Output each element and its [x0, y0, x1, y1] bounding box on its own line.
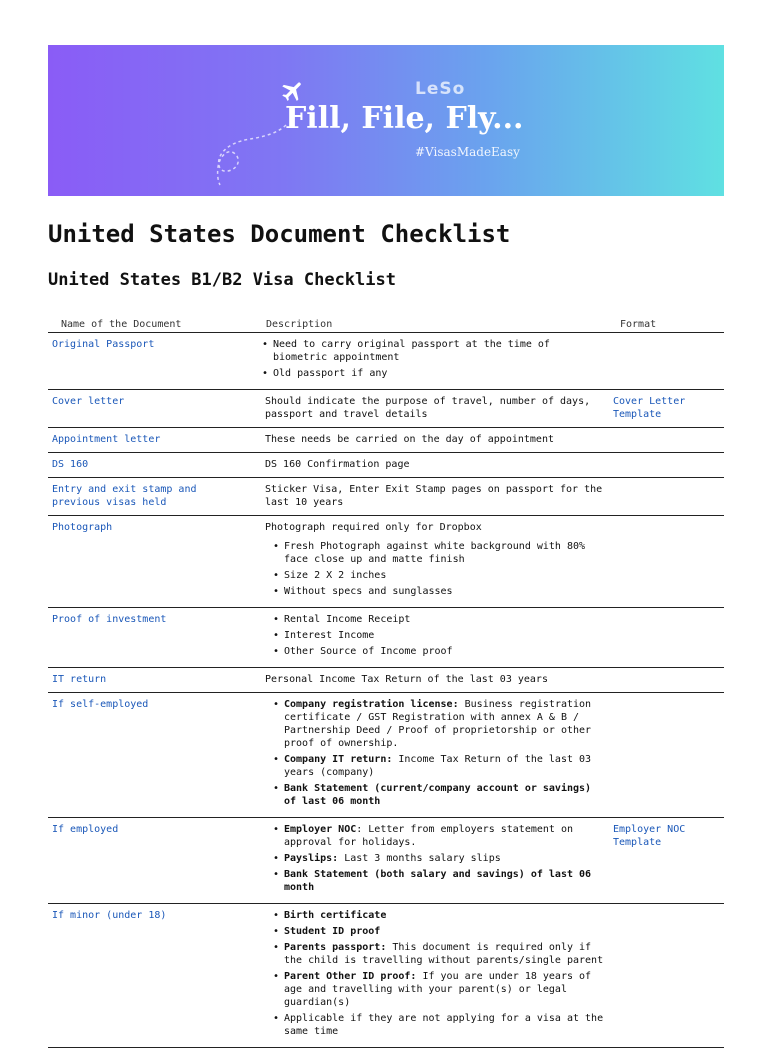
bullet-text: Rental Income Receipt — [284, 614, 411, 625]
bullet-bold-label: Company IT return: — [284, 754, 393, 765]
description-bullets — [265, 338, 604, 380]
document-format — [608, 516, 724, 608]
description-bullets — [265, 540, 604, 598]
bullet-text: Applicable if they are not applying for a visa at the same time — [284, 1013, 604, 1037]
bullet-item — [265, 338, 604, 364]
document-name[interactable]: If employed — [48, 818, 253, 904]
table-header-row — [48, 314, 724, 333]
bullet-bold-label: Employer NOC — [284, 824, 357, 835]
bullet-text: Interest Income — [284, 630, 375, 641]
description-text: Sticker Visa, Enter Exit Stamp pages on passport for the last 10 years — [265, 484, 603, 508]
document-name[interactable]: Appointment letter — [48, 428, 253, 453]
bullet-bold-label: Birth certificate — [284, 910, 387, 921]
description-bullets — [265, 613, 604, 658]
document-format[interactable] — [608, 818, 724, 904]
table-row — [48, 516, 724, 608]
bullet-item — [265, 1012, 604, 1038]
document-name[interactable]: If self-employed — [48, 693, 253, 818]
table-row — [48, 818, 724, 904]
document-format — [608, 693, 724, 818]
table-row — [48, 608, 724, 668]
bullet-bold-label: Bank Statement (current/company account or savings) of last 06 month — [284, 783, 592, 807]
document-format — [608, 333, 724, 390]
description-bullets — [265, 909, 604, 1038]
description-text: Personal Income Tax Return of the last 03 years — [265, 674, 548, 685]
document-name[interactable]: If minor (under 18) — [48, 904, 253, 1048]
bullet-item — [265, 852, 604, 865]
bullet-bold-label: Company registration license: — [284, 699, 459, 710]
bullet-item — [265, 925, 604, 938]
bullet-text: Last 3 months salary slips — [338, 853, 501, 864]
bullet-item — [265, 970, 604, 1009]
bullet-text: Income Tax Return of the last 03 years (company) — [284, 754, 592, 778]
document-description — [253, 608, 608, 668]
document-description — [253, 516, 608, 608]
document-name[interactable]: DS 160 — [48, 453, 253, 478]
document-name[interactable]: Photograph — [48, 516, 253, 608]
document-name[interactable]: Proof of investment — [48, 608, 253, 668]
bullet-text: This document is required only if the child is travelling without parents/single parent — [284, 942, 604, 966]
banner-hashtag: #VisasMadeEasy — [415, 145, 520, 159]
document-name[interactable]: Original Passport — [48, 333, 253, 390]
page-title: United States Document Checklist — [48, 220, 511, 248]
table-row — [48, 904, 724, 1048]
table-row — [48, 668, 724, 693]
bullet-text: Size 2 X 2 inches — [284, 570, 387, 581]
bullet-item — [265, 540, 604, 566]
bullet-item — [265, 569, 604, 582]
description-text: Photograph required only for Dropbox — [265, 522, 482, 533]
document-description — [253, 693, 608, 818]
document-description — [253, 818, 608, 904]
bullet-item — [265, 698, 604, 750]
table-row — [48, 453, 724, 478]
bullet-bold-label: Bank Statement (both salary and savings) of last 06 month — [284, 869, 592, 893]
document-format — [608, 904, 724, 1048]
bullet-item — [265, 909, 604, 922]
brand-name: LeSo — [415, 79, 466, 99]
description-text: These needs be carried on the day of appointment — [265, 434, 554, 445]
bullet-item — [265, 629, 604, 642]
bullet-item — [265, 613, 604, 626]
description-text: DS 160 Confirmation page — [265, 459, 410, 470]
document-format[interactable] — [608, 390, 724, 428]
format-template-link[interactable]: Employer NOC Template — [613, 824, 686, 848]
document-name[interactable]: Entry and exit stamp and previous visas held — [48, 478, 253, 516]
document-format — [608, 428, 724, 453]
document-description — [253, 668, 608, 693]
bullet-bold-label: Parents passport: — [284, 942, 387, 953]
bullet-text: Old passport if any — [273, 368, 388, 379]
bullet-bold-label: Parent Other ID proof: — [284, 971, 417, 982]
document-description — [253, 904, 608, 1048]
bullet-item — [265, 645, 604, 658]
bullet-text: Fresh Photograph against white background with 80% face close up and matte finish — [284, 541, 586, 565]
bullet-text: Without specs and sunglasses — [284, 586, 453, 597]
document-name[interactable]: IT return — [48, 668, 253, 693]
table-row — [48, 428, 724, 453]
document-description — [253, 453, 608, 478]
description-bullets — [265, 823, 604, 894]
format-template-link[interactable]: Cover Letter Template — [613, 396, 686, 420]
column-header-format: Format — [608, 314, 724, 333]
bullet-item — [265, 941, 604, 967]
document-format — [608, 668, 724, 693]
bullet-item — [265, 868, 604, 894]
document-description — [253, 390, 608, 428]
document-format — [608, 453, 724, 478]
bullet-item — [265, 367, 604, 380]
document-checklist-table — [48, 314, 724, 1048]
bullet-bold-label: Student ID proof — [284, 926, 381, 937]
table-row — [48, 693, 724, 818]
document-description — [253, 333, 608, 390]
table-row — [48, 390, 724, 428]
table-row — [48, 478, 724, 516]
bullet-item — [265, 782, 604, 808]
document-name[interactable]: Cover letter — [48, 390, 253, 428]
document-description — [253, 428, 608, 453]
bullet-item — [265, 823, 604, 849]
document-format — [608, 478, 724, 516]
bullet-bold-label: Payslips: — [284, 853, 339, 864]
bullet-text: Business registration certificate / GST Registration with annex A & B / Partnership Deed / Proof of proprietorship or other proof of ownership. — [284, 699, 592, 749]
description-bullets — [265, 698, 604, 808]
bullet-text: If you are under 18 years of age and travelling with your parent(s) or legal guardian(s) — [284, 971, 592, 1008]
document-description — [253, 478, 608, 516]
bullet-text: Other Source of Income proof — [284, 646, 453, 657]
banner-tagline: Fill, File, Fly... — [285, 101, 524, 136]
hero-banner — [48, 45, 724, 196]
bullet-text: : Letter from employers statement on approval for holidays. — [284, 824, 573, 848]
bullet-item — [265, 753, 604, 779]
page-subtitle: United States B1/B2 Visa Checklist — [48, 270, 396, 290]
bullet-text: Need to carry original passport at the time of biometric appointment — [273, 339, 550, 363]
document-format — [608, 608, 724, 668]
bullet-item — [265, 585, 604, 598]
table-row — [48, 333, 724, 390]
column-header-description: Description — [253, 314, 608, 333]
column-header-name: Name of the Document — [48, 314, 253, 333]
description-text: Should indicate the purpose of travel, number of days, passport and travel details — [265, 396, 591, 420]
